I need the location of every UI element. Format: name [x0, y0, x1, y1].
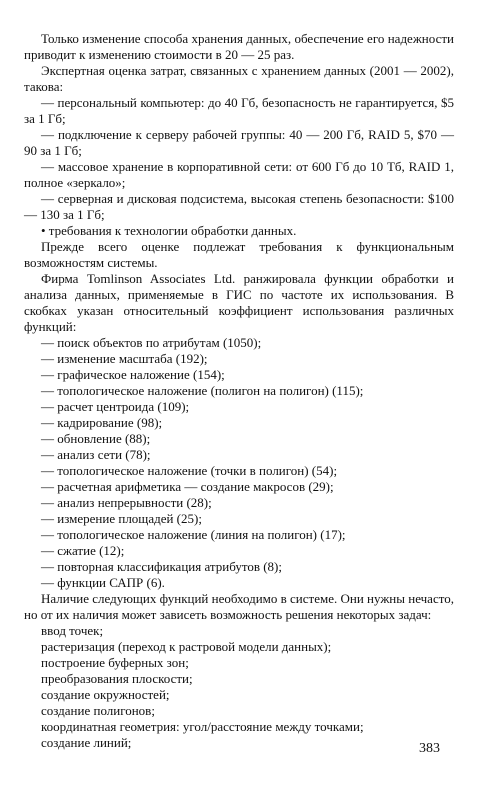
list-item: — расчетная арифметика — создание макросов (29);	[41, 479, 334, 494]
list-item: растеризация (переход к растровой модели данных);	[41, 639, 332, 654]
list-item: — обновление (88);	[41, 431, 151, 446]
list-item: создание окружностей;	[41, 687, 170, 702]
list-item: — графическое наложение (154);	[41, 367, 225, 382]
list-item: — серверная и дисковая подсистема, высокая степень безопасности: $100 — 130 за 1 Гб;	[24, 191, 454, 222]
list-item: — изменение масштаба (192);	[41, 351, 208, 366]
bullet-item: • требования к технологии обработки данных.	[41, 223, 297, 238]
paragraph: Экспертная оценка затрат, связанных с хранением данных (2001 — 2002), такова:	[24, 63, 454, 94]
list-item: — функции САПР (6).	[41, 575, 165, 590]
list-item: — массовое хранение в корпоративной сети: от 600 Гб до 10 Тб, RAID 1, полное «зеркало»;	[24, 159, 454, 190]
list-item: создание линий;	[41, 735, 132, 750]
list-item: — топологическое наложение (точки в полигон) (54);	[41, 463, 338, 478]
list-item: — персональный компьютер: до 40 Гб, безопасность не гарантируется, $5 за 1 Гб;	[24, 95, 454, 126]
list-item: — поиск объектов по атрибутам (1050);	[41, 335, 262, 350]
list-item: — анализ сети (78);	[41, 447, 151, 462]
list-item: — кадрирование (98);	[41, 415, 163, 430]
list-item: создание полигонов;	[41, 703, 155, 718]
paragraph: Прежде всего оценке подлежат требования к функциональным возможностям системы.	[24, 239, 454, 270]
paragraph: Только изменение способа хранения данных, обеспечение его надежности приводит к изменению стоимости в 20 — 25 раз.	[24, 31, 454, 62]
list-item: координатная геометрия: угол/расстояние между точками;	[41, 719, 364, 734]
list-item: — повторная классификация атрибутов (8);	[41, 559, 282, 574]
list-item: — расчет центроида (109);	[41, 399, 190, 414]
list-item: — топологическое наложение (линия на полигон) (17);	[41, 527, 346, 542]
page-number: 383	[419, 741, 440, 756]
paragraph: Фирма Tomlinson Associates Ltd. ранжировала функции обработки и анализа данных, применяемые в ГИС по частоте их использования. В скобках указан относительный коэффициент использования различных функций:	[24, 271, 454, 334]
list-item: ввод точек;	[41, 623, 104, 638]
body-text	[24, 31, 454, 751]
list-item: — анализ непрерывности (28);	[41, 495, 212, 510]
list-item: — топологическое наложение (полигон на полигон) (115);	[41, 383, 364, 398]
list-item: — подключение к серверу рабочей группы: 40 — 200 Гб, RAID 5, $70 — 90 за 1 Гб;	[24, 127, 454, 158]
list-item: построение буферных зон;	[41, 655, 189, 670]
list-item: преобразования плоскости;	[41, 671, 193, 686]
list-item: — сжатие (12);	[41, 543, 125, 558]
list-item: — измерение площадей (25);	[41, 511, 202, 526]
paragraph: Наличие следующих функций необходимо в системе. Они нужны нечасто, но от их наличия может зависеть возможность решения некоторых задач:	[24, 591, 454, 622]
